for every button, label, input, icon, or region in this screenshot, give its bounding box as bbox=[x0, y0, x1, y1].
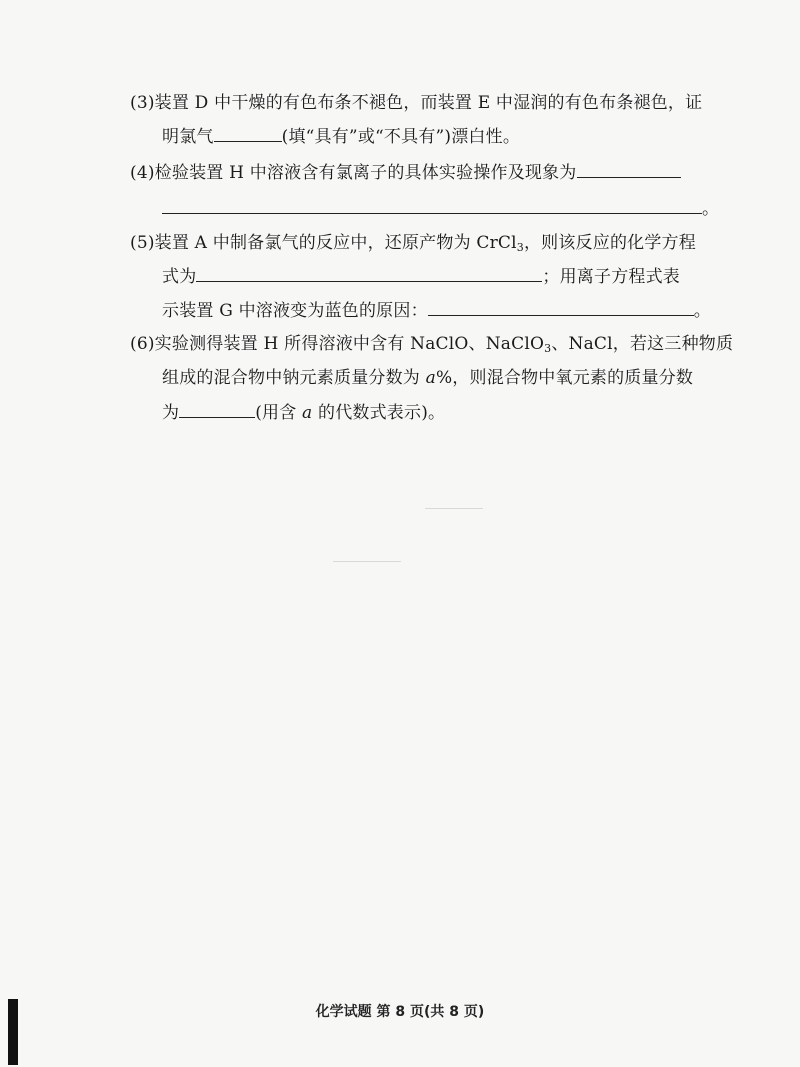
answer-blank bbox=[577, 160, 681, 178]
question-5-text: 。 bbox=[693, 301, 711, 321]
subscript: 3 bbox=[516, 241, 524, 254]
question-6-text: %，则混合物中氧元素的质量分数 bbox=[435, 368, 694, 388]
subscript: 3 bbox=[544, 342, 552, 355]
variable-a: a bbox=[302, 403, 313, 423]
question-4-text: (4)检验装置 H 中溶液含有氯离子的具体实验操作及现象为 bbox=[130, 163, 577, 183]
question-6-line-1 bbox=[130, 332, 733, 356]
question-4-text: 。 bbox=[702, 199, 720, 219]
question-6-text: (用含 bbox=[255, 403, 303, 423]
answer-blank bbox=[196, 264, 542, 282]
question-5-text: ，则该反应的化学方程 bbox=[523, 233, 696, 253]
answer-blank bbox=[162, 196, 702, 214]
question-5-line-3 bbox=[162, 298, 711, 323]
question-5-line-2 bbox=[162, 264, 680, 289]
question-3-line-1 bbox=[130, 91, 702, 115]
variable-a: a bbox=[425, 368, 436, 388]
answer-blank bbox=[179, 400, 255, 418]
question-6-text: (6)实验测得装置 H 所得溶液中含有 NaClO、NaClO bbox=[130, 334, 545, 354]
page-footer: 化学试题 第 8 页(共 8 页) bbox=[315, 1004, 485, 1020]
question-6-text: 、NaCl，若这三种物质 bbox=[551, 334, 734, 354]
question-5-text: ；用离子方程式表 bbox=[542, 267, 681, 287]
question-4-line-1 bbox=[130, 160, 681, 185]
question-6-text: 的代数式表示)。 bbox=[312, 403, 446, 423]
question-6-line-2 bbox=[162, 366, 693, 390]
question-5-text: (5)装置 A 中制备氯气的反应中，还原产物为 CrCl bbox=[130, 233, 517, 253]
question-6-line-3 bbox=[162, 400, 445, 425]
scan-artifact bbox=[333, 561, 401, 562]
question-3-line-2 bbox=[162, 124, 520, 149]
question-3-text: (3)装置 D 中干燥的有色布条不褪色，而装置 E 中湿润的有色布条褪色，证 bbox=[130, 93, 703, 113]
question-6-text: 组成的混合物中钠元素质量分数为 bbox=[162, 368, 426, 388]
question-3-text: (填“具有”或“不具有”)漂白性。 bbox=[281, 127, 521, 147]
question-4-line-2 bbox=[162, 196, 719, 221]
answer-blank bbox=[428, 298, 694, 316]
question-5-text: 示装置 G 中溶液变为蓝色的原因： bbox=[162, 301, 428, 321]
answer-blank bbox=[214, 124, 282, 142]
question-3-text: 明氯气 bbox=[162, 127, 214, 147]
question-6-text: 为 bbox=[162, 403, 180, 423]
scan-artifact bbox=[425, 508, 483, 509]
question-5-line-1 bbox=[130, 231, 696, 255]
question-5-text: 式为 bbox=[162, 267, 197, 287]
